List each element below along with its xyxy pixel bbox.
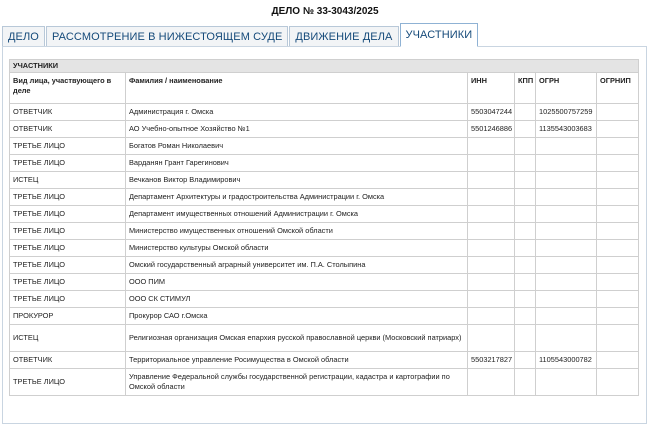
cell-ogrnip [597,352,639,369]
cell-role: ТРЕТЬЕ ЛИЦО [10,206,126,223]
cell-ogrnip [597,257,639,274]
cell-kpp [515,189,536,206]
cell-role: ТРЕТЬЕ ЛИЦО [10,189,126,206]
cell-role: ПРОКУРОР [10,308,126,325]
cell-role: ТРЕТЬЕ ЛИЦО [10,240,126,257]
cell-kpp [515,308,536,325]
cell-ogrnip [597,308,639,325]
tab-lower-court[interactable]: РАССМОТРЕНИЕ В НИЖЕСТОЯЩЕМ СУДЕ [46,26,288,47]
cell-ogrnip [597,369,639,396]
cell-kpp [515,240,536,257]
table-row [10,308,639,325]
table-row [10,104,639,121]
cell-name: Министерство имущественных отношений Омской области [126,223,468,240]
cell-inn: 5501246886 [468,121,515,138]
column-header-name: Фамилия / наименование [126,73,468,104]
cell-name: Богатов Роман Николаевич [126,138,468,155]
cell-ogrnip [597,138,639,155]
cell-inn [468,189,515,206]
cell-name: Варданян Грант Гарегинович [126,155,468,172]
tab-participants[interactable]: УЧАСТНИКИ [400,23,479,47]
cell-kpp [515,172,536,189]
cell-role: ТРЕТЬЕ ЛИЦО [10,274,126,291]
cell-role: ОТВЕТЧИК [10,121,126,138]
cell-role: ОТВЕТЧИК [10,352,126,369]
cell-ogrn [536,325,597,352]
cell-role: ИСТЕЦ [10,325,126,352]
column-header-role: Вид лица, участвующего в деле [10,73,126,104]
table-body [10,104,639,396]
table-row [10,352,639,369]
cell-role: ТРЕТЬЕ ЛИЦО [10,155,126,172]
cell-kpp [515,104,536,121]
cell-ogrn [536,206,597,223]
cell-ogrn [536,189,597,206]
cell-name: ООО ПИМ [126,274,468,291]
table-row [10,138,639,155]
cell-ogrnip [597,223,639,240]
cell-name: АО Учебно-опытное Хозяйство №1 [126,121,468,138]
cell-inn [468,206,515,223]
cell-kpp [515,291,536,308]
cell-ogrn: 1135543003683 [536,121,597,138]
column-header-kpp: КПП [515,73,536,104]
cell-name: Департамент имущественных отношений Администрации г. Омска [126,206,468,223]
cell-ogrn [536,291,597,308]
cell-ogrnip [597,274,639,291]
case-title: ДЕЛО № 33-3043/2025 [271,6,379,17]
cell-ogrn [536,308,597,325]
cell-inn [468,240,515,257]
table-row [10,240,639,257]
cell-name: Омский государственный аграрный университет им. П.А. Столыпина [126,257,468,274]
cell-kpp [515,325,536,352]
table-row [10,325,639,352]
cell-ogrnip [597,206,639,223]
cell-ogrn: 1025500757259 [536,104,597,121]
cell-role: ОТВЕТЧИК [10,104,126,121]
cell-kpp [515,138,536,155]
cell-ogrnip [597,325,639,352]
cell-inn [468,223,515,240]
cell-ogrn [536,274,597,291]
cell-kpp [515,206,536,223]
cell-ogrnip [597,155,639,172]
cell-ogrn [536,155,597,172]
cell-inn [468,155,515,172]
cell-ogrnip [597,240,639,257]
cell-inn [468,369,515,396]
cell-ogrn [536,257,597,274]
cell-inn: 5503217827 [468,352,515,369]
cell-ogrn [536,240,597,257]
cell-name: Управление Федеральной службы государственной регистрации, кадастра и картографии по Омской области [126,369,468,396]
participants-table [9,59,639,396]
cell-name: Прокурор САО г.Омска [126,308,468,325]
cell-inn: 5503047244 [468,104,515,121]
cell-kpp [515,257,536,274]
tab-case-movement[interactable]: ДВИЖЕНИЕ ДЕЛА [289,26,398,47]
cell-kpp [515,155,536,172]
cell-name: Территориальное управление Росимущества в Омской области [126,352,468,369]
cell-ogrnip [597,104,639,121]
cell-kpp [515,223,536,240]
cell-kpp [515,369,536,396]
cell-inn [468,138,515,155]
table-row [10,257,639,274]
table-caption-row [10,60,639,73]
cell-role: ИСТЕЦ [10,172,126,189]
tab-case[interactable]: ДЕЛО [2,26,45,47]
cell-name: Вечканов Виктор Владимирович [126,172,468,189]
cell-inn [468,257,515,274]
cell-ogrnip [597,121,639,138]
cell-kpp [515,274,536,291]
cell-role: ТРЕТЬЕ ЛИЦО [10,291,126,308]
cell-ogrnip [597,189,639,206]
table-row [10,155,639,172]
cell-inn [468,325,515,352]
table-row [10,121,639,138]
table-row [10,223,639,240]
table-row [10,206,639,223]
table-row [10,369,639,396]
cell-name: ООО СК СТИМУЛ [126,291,468,308]
table-header-row [10,73,639,104]
cell-role: ТРЕТЬЕ ЛИЦО [10,223,126,240]
tab-bar [2,23,479,47]
cell-role: ТРЕТЬЕ ЛИЦО [10,257,126,274]
column-header-inn: ИНН [468,73,515,104]
cell-name: Министерство культуры Омской области [126,240,468,257]
cell-kpp [515,121,536,138]
cell-role: ТРЕТЬЕ ЛИЦО [10,369,126,396]
cell-ogrnip [597,172,639,189]
cell-ogrnip [597,291,639,308]
table-row [10,291,639,308]
cell-ogrn [536,138,597,155]
table-row [10,274,639,291]
table-row [10,172,639,189]
cell-inn [468,274,515,291]
cell-ogrn: 1105543000782 [536,352,597,369]
cell-kpp [515,352,536,369]
cell-name: Департамент Архитектуры и градостроительства Администрации г. Омска [126,189,468,206]
table-caption: УЧАСТНИКИ [10,60,639,73]
column-header-ogrn: ОГРН [536,73,597,104]
cell-name: Религиозная организация Омская епархия русской православной церкви (Московский патриарх) [126,325,468,352]
cell-ogrn [536,369,597,396]
cell-ogrn [536,172,597,189]
cell-name: Администрация г. Омска [126,104,468,121]
column-header-ogrnip: ОГРНИП [597,73,639,104]
cell-role: ТРЕТЬЕ ЛИЦО [10,138,126,155]
cell-ogrn [536,223,597,240]
table-row [10,189,639,206]
cell-inn [468,291,515,308]
cell-inn [468,308,515,325]
cell-inn [468,172,515,189]
